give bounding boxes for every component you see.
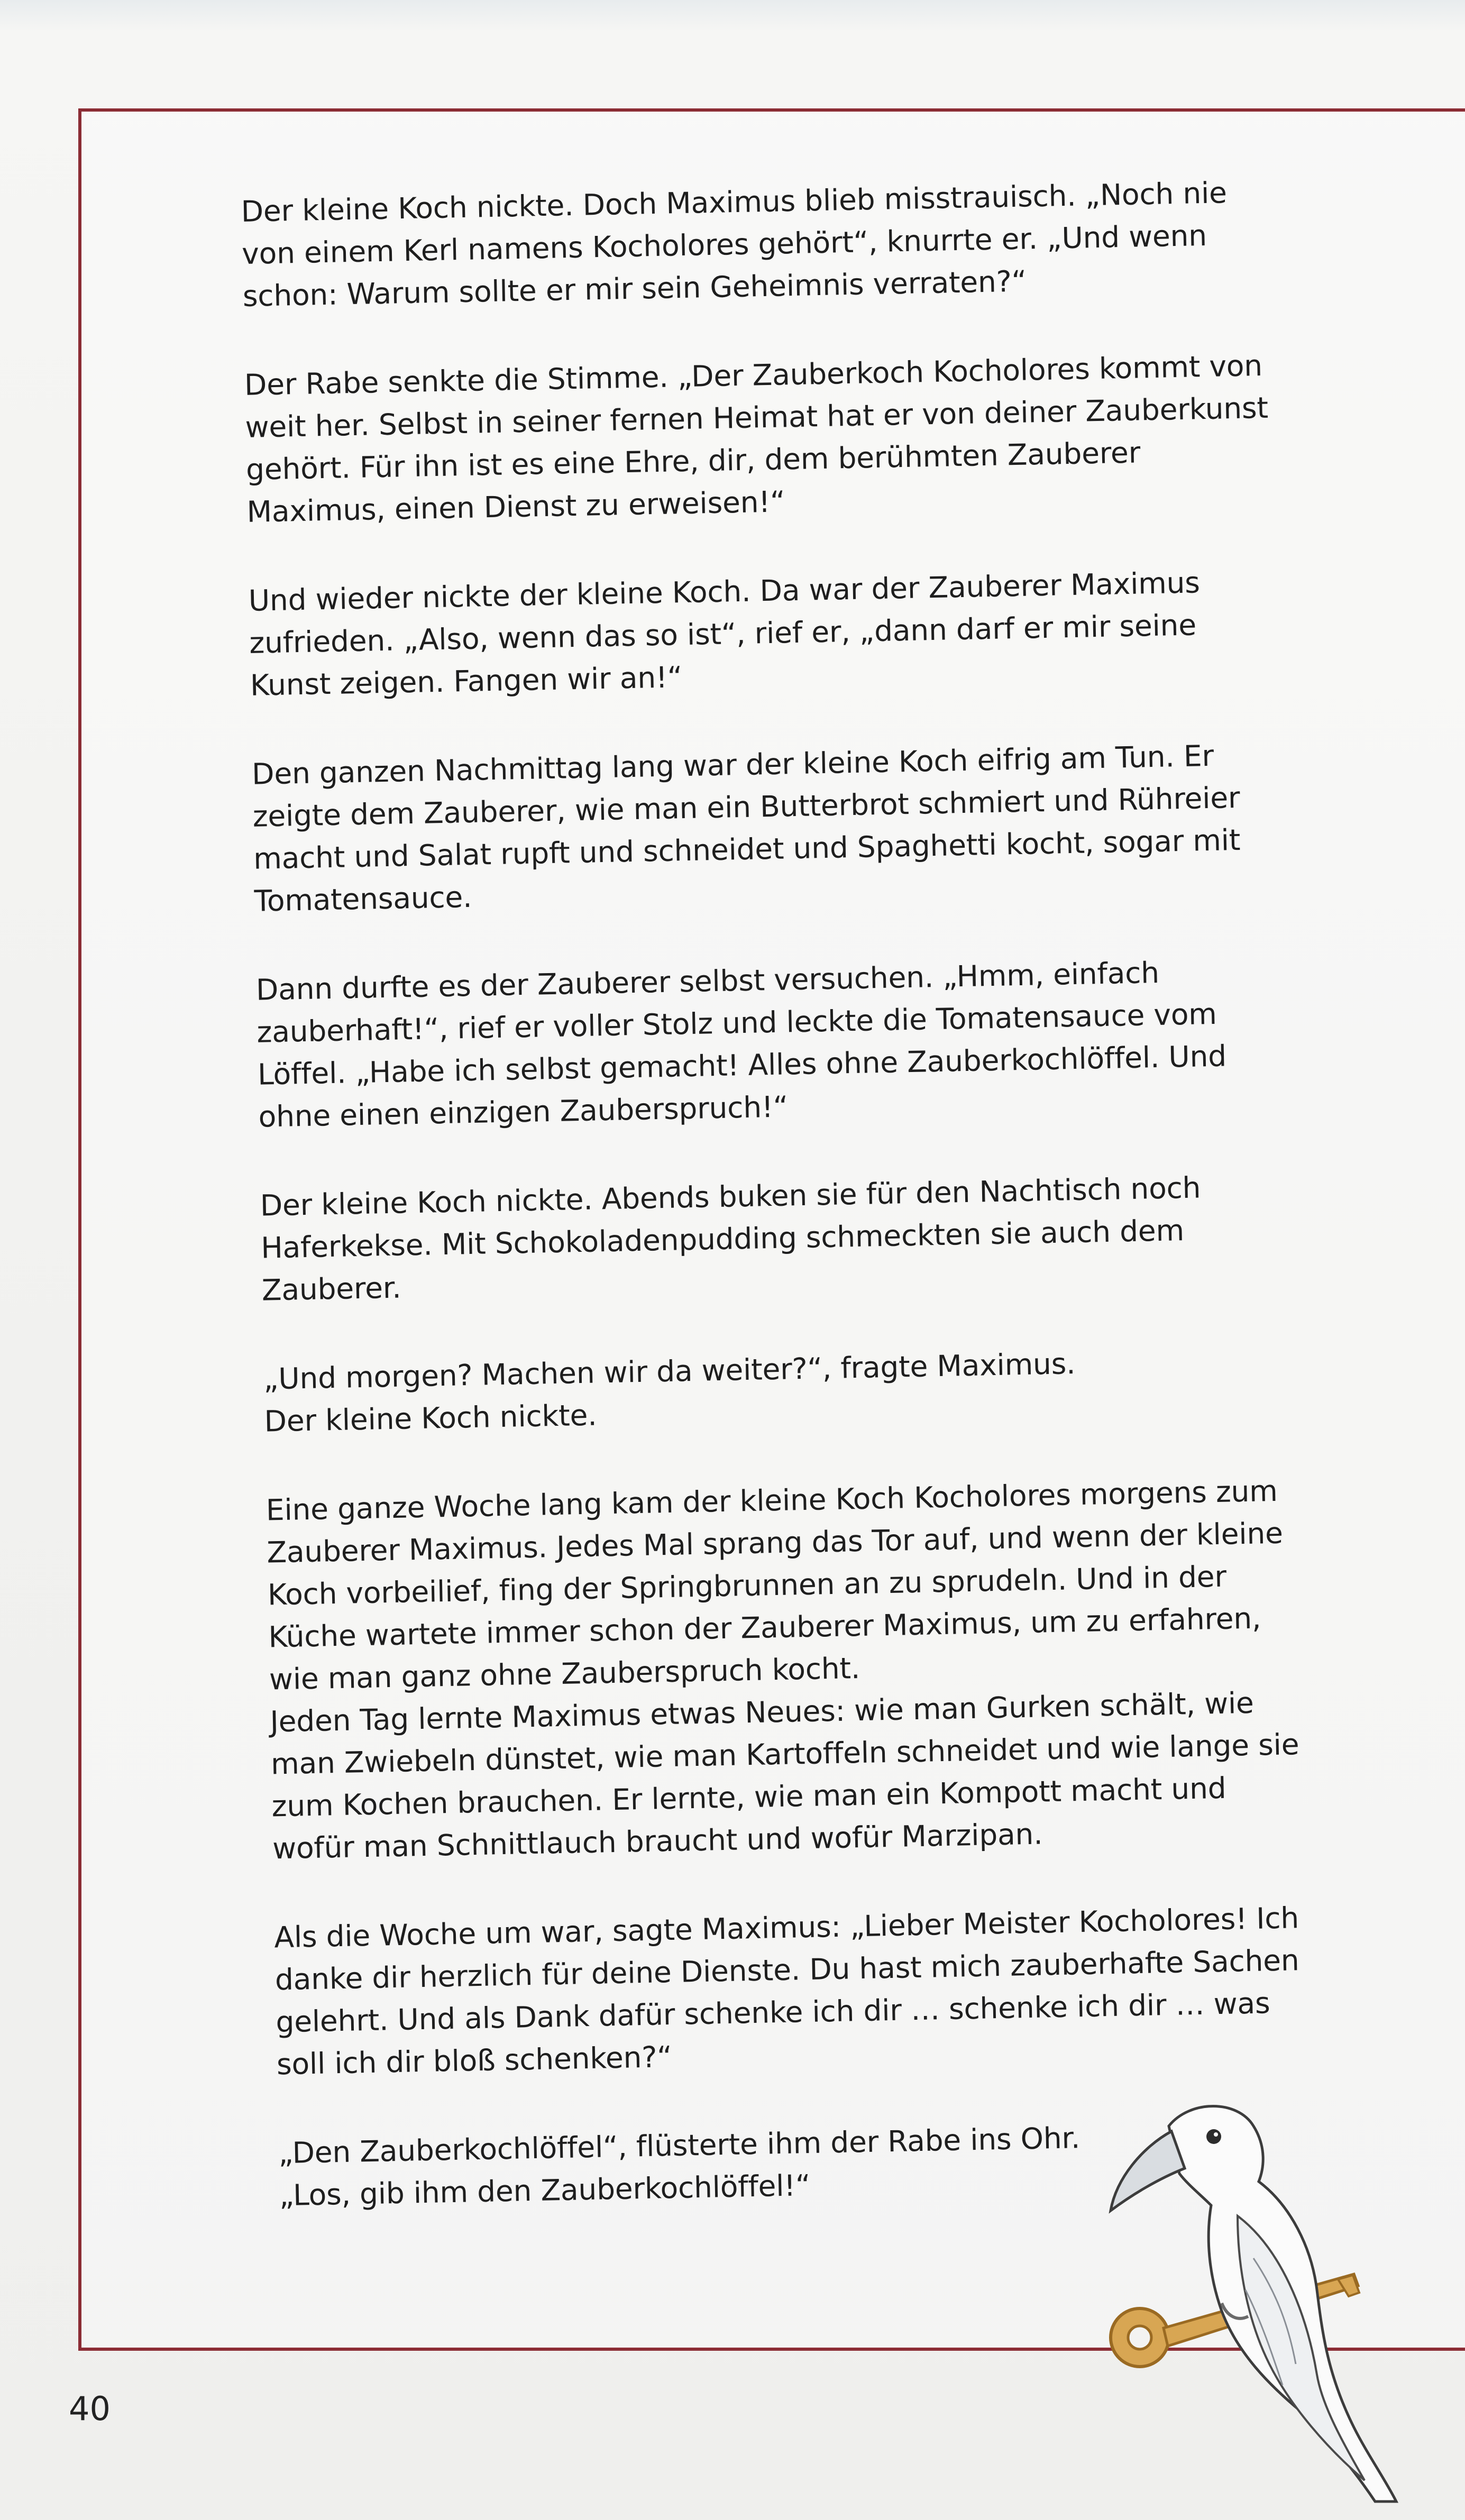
paragraph-10: Jeden Tag lernte Maximus etwas Neues: wie man Gurken schält, wie man Zwiebeln dünstet, wie man Kartoffeln schneidet und wie lange sie zum Kochen brauchen. Er lernte, wie man ein Kompott macht und wofür man Schnittlauch braucht und wofür Marzipan. <box>269 1685 1299 1866</box>
paragraph-2: Der Rabe senkte die Stimme. „Der Zauberkoch Kocholores kommt von weit her. Selbst in seiner fernen Heimat hat er von deiner Zauberkunst gehört. Für ihn ist es eine Ehre, dir, dem berühmten Zauberer Maximus, einen Dienst zu erweisen!“ <box>244 348 1269 529</box>
raven-body <box>1111 2106 1396 2502</box>
paragraph-1: Der kleine Koch nickte. Doch Maximus blieb misstrauisch. „Noch nie von einem Kerl namens Kocholores gehört“, knurrte er. „Und wenn schon: Warum sollte er mir sein Geheimnis verraten?“ <box>241 176 1228 313</box>
paragraph-5: Dann durfte es der Zauberer selbst versuchen. „Hmm, einfach zauberhaft!“, rief er voller Stolz und leckte die Tomatensauce vom Löffel. „Habe ich selbst gemacht! Alles ohne Zauberkochlöffel. Und ohne einen einzigen Zauberspruch!“ <box>255 955 1227 1134</box>
story-text <box>241 170 1314 2213</box>
raven-with-key-icon <box>1079 2089 1449 2512</box>
paragraph-11: Als die Woche um war, sagte Maximus: „Lieber Meister Kocholores! Ich danke dir herzlich für deine Dienste. Du hast mich zauberhafte Sachen gelehrt. Und als Dank dafür schenke ich dir … schenke ich dir … was soll ich dir bloß schenken?“ <box>273 1901 1300 2082</box>
paragraph-13: „Los, gib ihm den Zauberkochlöffel!“ <box>279 2168 811 2213</box>
paragraph-8: Der kleine Koch nickte. <box>264 1398 597 1438</box>
paragraph-9: Eine ganze Woche lang kam der kleine Koch Kocholores morgens zum Zauberer Maximus. Jedes Mal sprang das Tor auf, und wenn der kleine Koch vorbeilief, fing der Springbrunnen an zu sprudeln. Und in der Küche wartete immer schon der Zauberer Maximus, um zu erfahren, wie man ganz ohne Zauberspruch kocht. <box>265 1473 1284 1697</box>
paragraph-3: Und wieder nickte der kleine Koch. Da war der Zauberer Maximus zufrieden. „Also, wenn das so ist“, rief er, „dann darf er mir seine Kunst zeigen. Fangen wir an!“ <box>248 565 1201 702</box>
paragraph-12: „Den Zauberkochlöffel“, flüsterte ihm der Rabe ins Ohr. <box>278 2121 1081 2170</box>
paragraph-7: „Und morgen? Machen wir da weiter?“, fragte Maximus. <box>263 1346 1076 1396</box>
paragraph-6: Der kleine Koch nickte. Abends buken sie für den Nachtisch noch Haferkekse. Mit Schokoladenpudding schmeckten sie auch dem Zauberer. <box>260 1170 1201 1307</box>
page-number: 40 <box>69 2389 111 2428</box>
paragraph-4: Den ganzen Nachmittag lang war der kleine Koch eifrig am Tun. Er zeigte dem Zauberer, wie man ein Butterbrot schmiert und Rühreier macht und Salat rupft und schneidet und Spaghetti kocht, sogar mit Tomatensauce. <box>251 738 1241 918</box>
top-edge-shadow <box>0 0 1465 32</box>
